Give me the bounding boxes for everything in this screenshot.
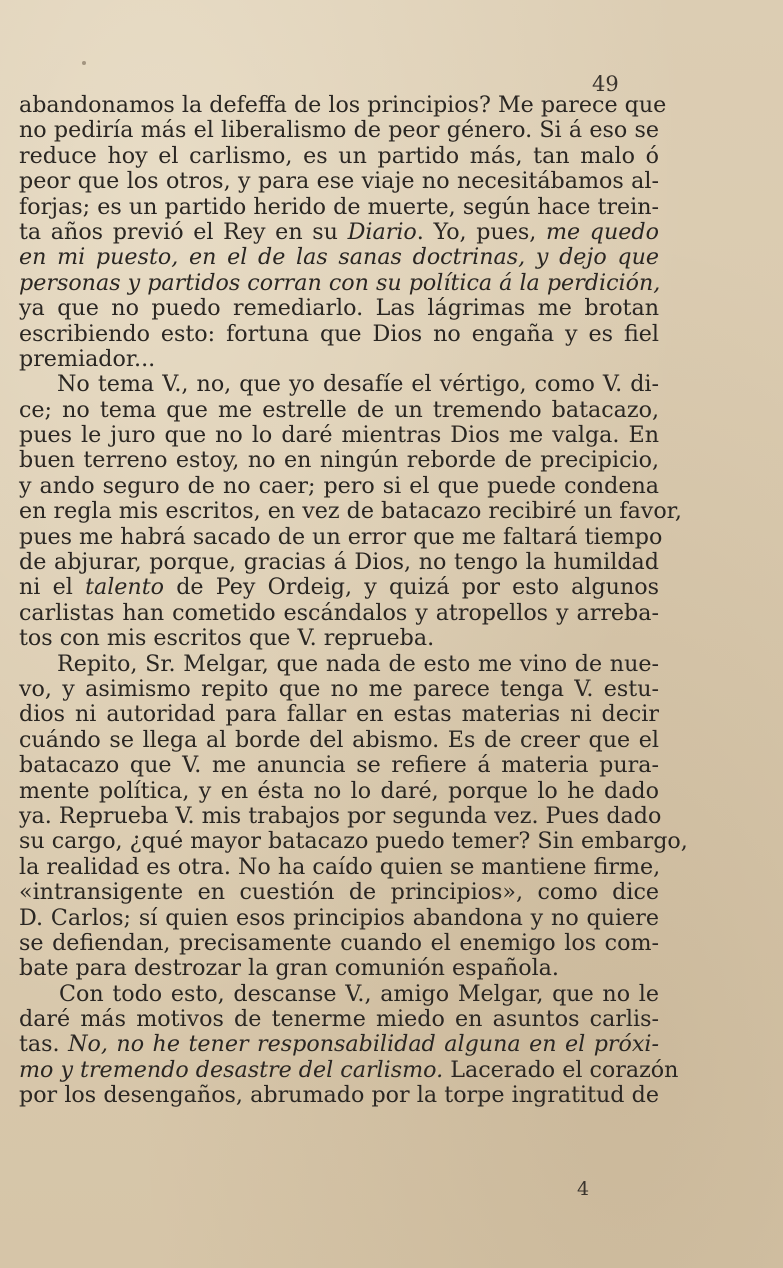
text-line xyxy=(19,1007,659,1032)
text-line xyxy=(19,906,659,931)
text-segment: Lacerado el corazón xyxy=(443,1056,679,1083)
text-line xyxy=(19,398,659,423)
text-segment: pues le juro que no lo daré mientras Dios me valga. En xyxy=(19,422,659,449)
text-segment: la realidad es otra. No ha caído quien se mantiene firme, xyxy=(19,853,661,880)
italic-text: en mi puesto, en el de las sanas doctrinas, y dejo que xyxy=(19,244,659,271)
ink-speck xyxy=(82,61,86,65)
text-line xyxy=(19,652,659,677)
text-segment: Repito, Sr. Melgar, que nada de esto me vino de nue- xyxy=(57,650,659,677)
text-segment: mente política, y en ésta no lo daré, porque lo he dado xyxy=(19,777,659,804)
text-segment: Con todo esto, descanse V., amigo Melgar, que no le xyxy=(59,980,659,1007)
text-segment: de Pey Ordeig, y quizá por esto algunos xyxy=(164,574,660,601)
text-line xyxy=(19,220,659,245)
text-segment: por los desengaños, abrumado por la torpe ingratitud de xyxy=(19,1082,659,1109)
text-segment: batacazo que V. me anuncia se refiere á materia pura- xyxy=(19,752,659,779)
text-line xyxy=(19,245,659,270)
text-segment: ta años previó el Rey en su xyxy=(19,218,348,245)
text-line xyxy=(19,322,659,347)
text-segment: peor que los otros, y para ese viaje no necesitábamos al- xyxy=(19,168,659,195)
text-line xyxy=(19,779,659,804)
text-line xyxy=(19,982,659,1007)
italic-text: talento xyxy=(85,574,164,601)
text-line xyxy=(19,1032,659,1057)
italic-text: mo y tremendo desastre del carlismo. xyxy=(19,1056,444,1083)
italic-text: personas y partidos corran con su política á la perdición, xyxy=(19,269,661,296)
text-segment: se defiendan, precisamente cuando el enemigo los com- xyxy=(19,929,659,956)
text-segment: ni el xyxy=(19,574,86,601)
text-line xyxy=(19,372,659,397)
text-line xyxy=(19,753,659,778)
text-line xyxy=(19,423,659,448)
text-line xyxy=(19,931,659,956)
text-segment: ya que no puedo remediarlo. Las lágrimas me brotan xyxy=(19,295,659,322)
text-segment: daré más motivos de tenerme miedo en asuntos carlis- xyxy=(19,1006,659,1033)
text-segment: carlistas han cometido escándalos y atropellos y arreba- xyxy=(19,599,659,626)
text-segment: abandonamos la defeﬀa de los principios? Me parece que xyxy=(19,92,667,118)
text-line xyxy=(19,1083,659,1108)
text-segment: No tema V., no, que yo desafíe el vértigo, como V. di- xyxy=(57,371,659,398)
text-line xyxy=(19,550,659,575)
text-segment: . Yo, pues, xyxy=(416,218,546,245)
text-line xyxy=(19,347,659,372)
text-segment: tos con mis escritos que V. reprueba. xyxy=(19,625,435,652)
text-line xyxy=(19,92,667,118)
text-segment: premiador... xyxy=(19,345,156,372)
italic-text: Diario xyxy=(347,218,417,245)
text-line xyxy=(19,575,659,600)
text-segment: D. Carlos; sí quien esos principios abandona y no quiere xyxy=(19,904,659,931)
text-line xyxy=(19,728,659,753)
text-segment: dios ni autoridad para fallar en estas materias ni decir xyxy=(19,701,659,728)
text-segment: «intransigente en cuestión de principios», como dice xyxy=(19,879,659,906)
text-line xyxy=(19,880,659,905)
text-line xyxy=(19,195,659,220)
text-line xyxy=(19,144,659,169)
text-line xyxy=(19,828,688,855)
text-line xyxy=(19,296,659,321)
text-segment: ya. Reprueba V. mis trabajos por segunda vez. Pues dado xyxy=(19,802,662,829)
text-segment: escribiendo esto: fortuna que Dios no engaña y es fiel xyxy=(19,320,659,347)
text-line xyxy=(19,523,663,550)
text-line xyxy=(19,956,659,981)
text-segment: no pediría más el liberalismo de peor género. Si á eso se xyxy=(19,117,659,144)
text-line xyxy=(19,1056,679,1083)
text-line xyxy=(19,474,659,499)
text-segment: y ando seguro de no caer; pero si el que puede condena xyxy=(19,472,659,499)
text-segment: bate para destrozar la gran comunión española. xyxy=(19,955,559,982)
text-segment: cuándo se llega al borde del abismo. Es de creer que el xyxy=(19,726,659,753)
text-line xyxy=(19,802,662,829)
text-segment: buen terreno estoy, no en ningún reborde de precipicio, xyxy=(19,447,659,474)
text-line xyxy=(19,448,659,473)
body-text xyxy=(19,92,688,1109)
text-line xyxy=(19,677,659,702)
text-segment: ce; no tema que me estrelle de un tremendo batacazo, xyxy=(19,396,659,423)
text-segment: su cargo, ¿qué mayor batacazo puedo temer? Sin embargo, xyxy=(19,828,688,855)
text-segment: tas. xyxy=(19,1031,69,1058)
text-line xyxy=(19,702,659,727)
text-segment: reduce hoy el carlismo, es un partido más, tan malo ó xyxy=(19,142,659,169)
signature-mark: 4 xyxy=(577,1178,590,1200)
text-line xyxy=(19,271,659,296)
page-number: 49 xyxy=(592,72,619,96)
text-line xyxy=(19,626,659,651)
text-line xyxy=(19,118,659,143)
text-segment: vo, y asimismo repito que no me parece tenga V. estu- xyxy=(19,675,659,702)
text-segment: pues me habrá sacado de un error que me faltará tiempo xyxy=(19,523,663,550)
text-line xyxy=(19,855,659,880)
text-segment: forjas; es un partido herido de muerte, según hace trein- xyxy=(19,193,659,220)
italic-text: No, no he tener responsabilidad alguna en el próxi- xyxy=(68,1031,660,1058)
italic-text: me quedo xyxy=(545,218,659,245)
text-line xyxy=(19,498,682,525)
text-line xyxy=(19,169,659,194)
text-line xyxy=(19,601,659,626)
text-segment: de abjurar, porque, gracias á Dios, no tengo la humildad xyxy=(19,549,659,576)
text-segment: en regla mis escritos, en vez de batacazo recibiré un favor, xyxy=(19,498,682,525)
